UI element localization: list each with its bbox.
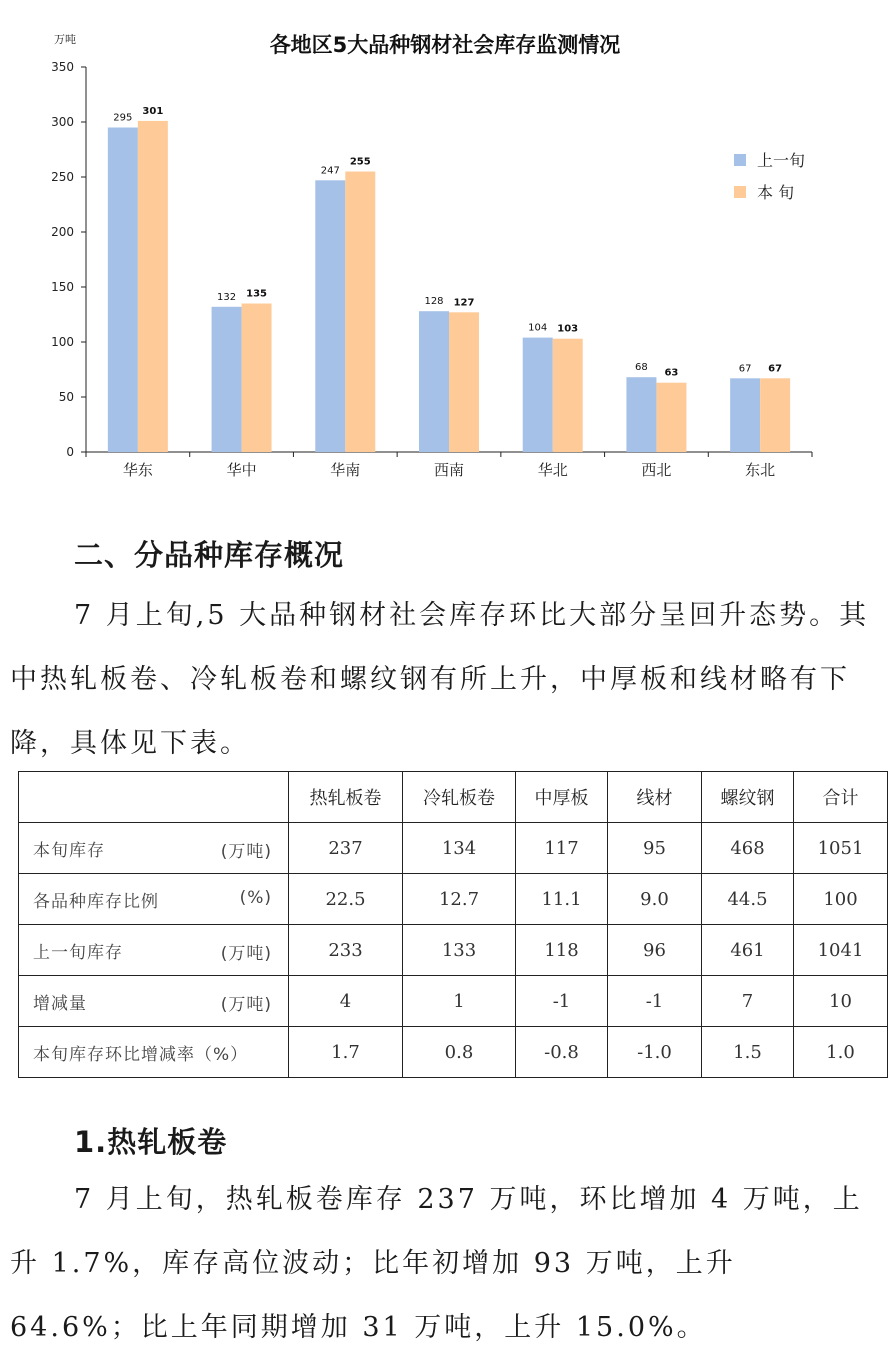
y-tick-label: 0 xyxy=(66,445,74,459)
table-cell: 133 xyxy=(403,925,516,976)
variety-inventory-table xyxy=(18,771,888,1078)
row-label: 增减量 xyxy=(33,993,87,1014)
bar-previous xyxy=(626,377,656,452)
x-category-label: 东北 xyxy=(745,461,776,479)
y-tick-label: 100 xyxy=(51,335,74,349)
y-axis-unit-label: 万吨 xyxy=(54,33,76,46)
data-label: 128 xyxy=(424,296,444,308)
data-label: 255 xyxy=(349,156,371,168)
row-unit: (万吨) xyxy=(220,944,272,964)
row-label-cell xyxy=(19,1027,289,1078)
y-axis xyxy=(51,60,86,459)
table-cell: 22.5 xyxy=(289,874,403,925)
y-tick-label: 250 xyxy=(51,170,74,184)
y-tick-label: 50 xyxy=(58,390,74,404)
x-category-label: 西北 xyxy=(641,461,672,479)
table-cell: -0.8 xyxy=(516,1027,608,1078)
row-unit: (%) xyxy=(239,888,272,908)
table-cell: 134 xyxy=(403,823,516,874)
legend-swatch xyxy=(734,154,746,166)
bar-current xyxy=(656,383,686,452)
table-cell: 9.0 xyxy=(608,874,702,925)
table-header-cell: 冷轧板卷 xyxy=(403,772,516,823)
y-tick-label: 300 xyxy=(51,115,74,129)
bar-previous xyxy=(523,338,553,452)
row-label-cell xyxy=(19,823,289,874)
y-tick-label: 350 xyxy=(51,60,74,74)
table-header-cell: 热轧板卷 xyxy=(289,772,403,823)
bar-previous xyxy=(730,378,760,452)
table-header-cell: 中厚板 xyxy=(516,772,608,823)
row-label-cell xyxy=(19,976,289,1027)
bar-current xyxy=(449,312,479,452)
bar-previous xyxy=(419,311,449,452)
data-label: 127 xyxy=(453,297,475,309)
legend-swatch xyxy=(734,186,746,198)
table-cell: -1 xyxy=(516,976,608,1027)
bar-series xyxy=(108,106,790,452)
table-header-cell: 线材 xyxy=(608,772,702,823)
row-label-cell xyxy=(19,874,289,925)
x-category-label: 华北 xyxy=(537,461,568,479)
bar-previous xyxy=(212,307,242,452)
table-cell: 1.7 xyxy=(289,1027,403,1078)
regional-inventory-chart xyxy=(0,0,896,490)
y-tick-label: 200 xyxy=(51,225,74,239)
bar-current xyxy=(138,121,168,452)
table-cell: 12.7 xyxy=(403,874,516,925)
bar-previous xyxy=(108,128,138,453)
table-cell: 11.1 xyxy=(516,874,608,925)
table-cell: 1041 xyxy=(794,925,888,976)
table-cell: 7 xyxy=(702,976,794,1027)
table-row xyxy=(19,976,888,1027)
row-label-cell xyxy=(19,925,289,976)
table-cell: 0.8 xyxy=(403,1027,516,1078)
data-label: 301 xyxy=(142,105,164,117)
data-label: 103 xyxy=(557,323,579,335)
data-label: 247 xyxy=(320,165,340,177)
table-row xyxy=(19,874,888,925)
legend-label: 上一旬 xyxy=(757,151,806,170)
data-label: 135 xyxy=(246,288,268,300)
table-header-row xyxy=(19,772,888,823)
data-label: 68 xyxy=(635,362,648,374)
table-row xyxy=(19,1027,888,1078)
table-header-cell: 螺纹钢 xyxy=(702,772,794,823)
table-cell: 4 xyxy=(289,976,403,1027)
table-cell: 461 xyxy=(702,925,794,976)
data-label: 132 xyxy=(217,291,237,303)
chart-legend xyxy=(734,151,805,202)
row-label: 本旬库存 xyxy=(33,840,105,861)
table-cell: 10 xyxy=(794,976,888,1027)
bar-current xyxy=(760,378,790,452)
table-cell: 1 xyxy=(403,976,516,1027)
x-category-label: 西南 xyxy=(433,461,465,479)
section-heading-varieties: 二、分品种库存概况 xyxy=(74,538,345,572)
table-cell: 233 xyxy=(289,925,403,976)
table-cell: 237 xyxy=(289,823,403,874)
table-cell: 117 xyxy=(516,823,608,874)
row-unit: (万吨) xyxy=(220,995,272,1015)
table-cell: 118 xyxy=(516,925,608,976)
x-axis xyxy=(86,452,812,479)
table-cell: 44.5 xyxy=(702,874,794,925)
row-unit: (万吨) xyxy=(220,842,272,862)
x-category-label: 华东 xyxy=(122,461,153,479)
y-tick-label: 150 xyxy=(51,280,74,294)
row-label: 本旬库存环比增减率（%） xyxy=(33,1044,249,1065)
bar-current xyxy=(242,304,272,453)
table-cell: 1.5 xyxy=(702,1027,794,1078)
chart-title: 各地区5大品种钢材社会库存监测情况 xyxy=(269,33,621,57)
row-label: 各品种库存比例 xyxy=(33,891,159,912)
table-row xyxy=(19,925,888,976)
table-header-cell: 合计 xyxy=(794,772,888,823)
table-cell: 100 xyxy=(794,874,888,925)
table-cell: -1 xyxy=(608,976,702,1027)
data-label: 67 xyxy=(768,363,783,375)
row-label: 上一旬库存 xyxy=(33,942,123,963)
varieties-overview-paragraph: 7 月上旬,5 大品种钢材社会库存环比大部分呈回升态势。其中热轧板卷、冷轧板卷和螺纹钢有所上升，中厚板和线材略有下降，具体见下表。 xyxy=(10,600,870,759)
x-category-label: 华南 xyxy=(330,461,361,479)
legend-label: 本 旬 xyxy=(757,183,795,202)
table-header-cell xyxy=(19,772,289,823)
data-label: 104 xyxy=(528,322,548,334)
section-heading-hot-rolled: 1.热轧板卷 xyxy=(74,1125,228,1159)
x-category-label: 华中 xyxy=(226,461,257,479)
table-cell: 95 xyxy=(608,823,702,874)
table-cell: 468 xyxy=(702,823,794,874)
bar-current xyxy=(345,172,375,453)
table-cell: 1051 xyxy=(794,823,888,874)
data-label: 67 xyxy=(738,363,752,375)
bar-previous xyxy=(315,180,345,452)
bar-current xyxy=(553,339,583,452)
table-cell: 1.0 xyxy=(794,1027,888,1078)
table-cell: -1.0 xyxy=(608,1027,702,1078)
table-row xyxy=(19,823,888,874)
hot-rolled-paragraph: 7 月上旬，热轧板卷库存 237 万吨，环比增加 4 万吨，上升 1.7%，库存高位波动；比年初增加 93 万吨，上升 64.6%；比上年同期增加 31 万吨，上升 15.0%。 xyxy=(10,1184,863,1343)
data-label: 63 xyxy=(664,367,679,379)
table-cell: 96 xyxy=(608,925,702,976)
data-label: 295 xyxy=(113,112,133,124)
